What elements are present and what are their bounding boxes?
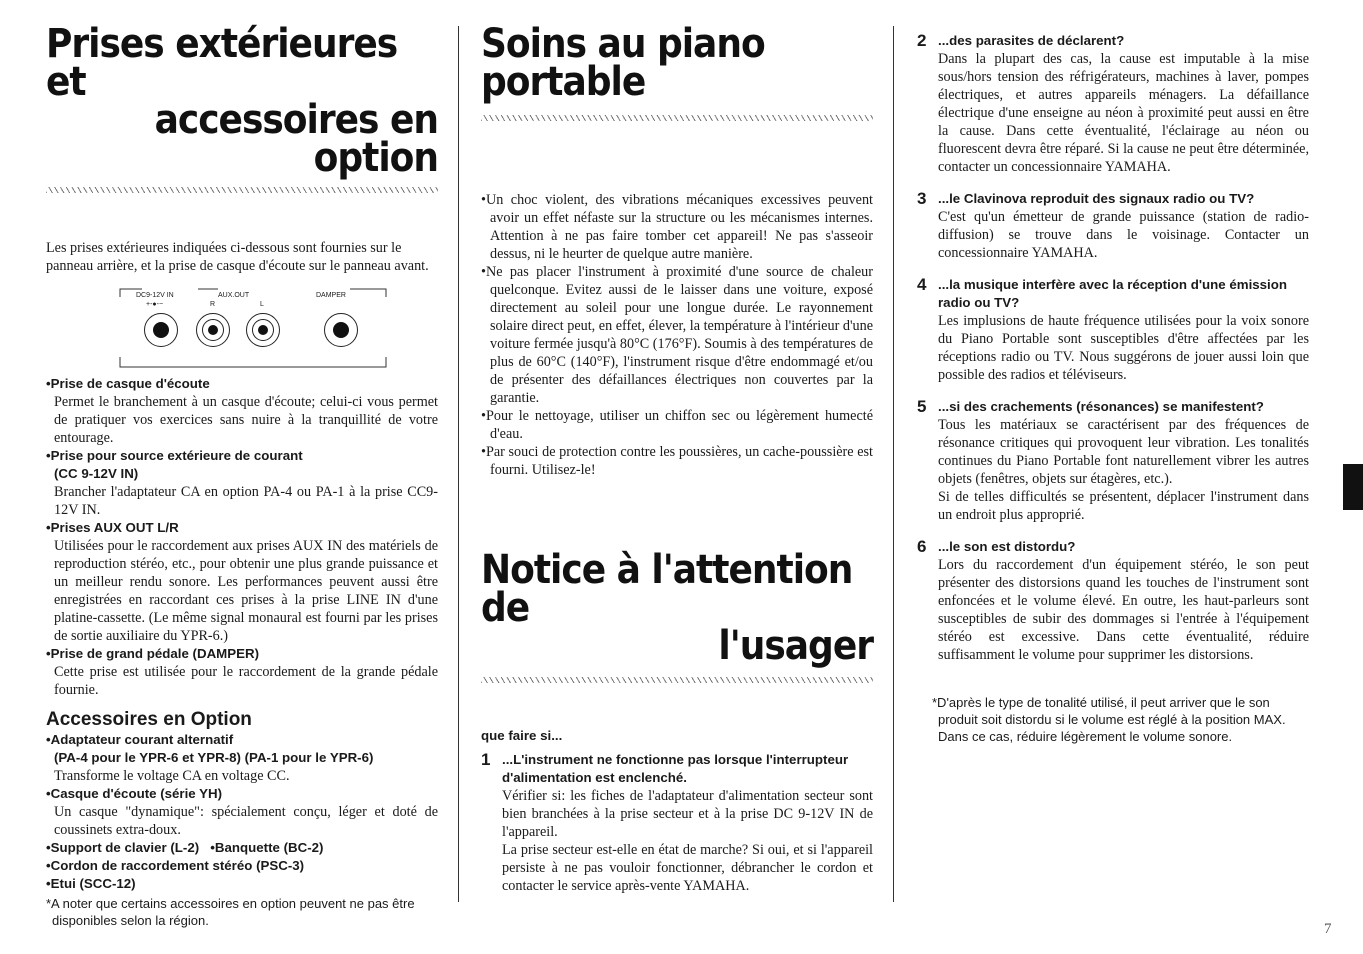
label-l: L xyxy=(260,301,264,308)
care-bullets xyxy=(481,191,873,479)
question-3-answer: C'est qu'un émetteur de grande puissance (station de radio-diffusion) se trouve dans le voisinage. Contacter un concessionnaire YAMAHA. xyxy=(938,209,1309,261)
notice-title-line-1: Notice à l'attention de xyxy=(481,547,853,631)
question-2 xyxy=(917,32,1309,176)
item-text: Permet le branchement à un casque d'écoute; celui-ci vous permet de pratiquer vos exercices sans nuire à la tranquillité de votre entourage. xyxy=(54,394,438,446)
question-4-answer: Les implusions de haute fréquence utilisées pour la voix sonore du Piano Portable sont susceptibles d'être affectées par les réceptions radio ou TV. Nous suggérons de jouer aussi loin que possible des radios et téléviseurs. xyxy=(938,313,1309,383)
jack-item-damper xyxy=(46,645,438,699)
question-2-answer: Dans la plupart des cas, la cause est imputable à la mise sous/hors tension des réfrigérateurs, machines à laver, pompes électriques, et autres appareils ménagers. La défaillance électrique d'une enseigne au néon à proximité peut aussi en être la cause. Dans cette éventualité, l'éclairage au néon ou fluorescent devra être réparé. Si la cause ne peut être déterminée, contacter un concessionnaire YAMAHA. xyxy=(938,51,1309,175)
question-5-answer-1: Tous les matériaux se caractérisent par des fréquences de résonance critiques qui provoquent leur vibration. Les tonalités continues du Piano Portable font naturellement vibrer les autres objets (fenêtres, objets sur étagères, etc.). xyxy=(938,417,1309,487)
question-5-heading xyxy=(917,398,1309,416)
item-heading: •Prise de grand pédale (DAMPER) xyxy=(46,646,260,661)
item-heading: •Prise de casque d'écoute xyxy=(46,376,210,391)
que-faire-heading: que faire si... xyxy=(481,728,563,743)
item-text: Utilisées pour le raccordement aux prises AUX IN des matériels de reproduction stéréo, etc., pour obtenir une plus grande puissance et un meilleur rendu sonore. Les performances peuvent aussi être enregistrées en raccordant ces prises à la prise LINE IN d'une platine-cassette. (Le même signal monaural est fourni par les prises de sortie auxiliaire du YPR-6.) xyxy=(54,538,438,644)
acc-etui: •Etui (SCC-12) xyxy=(46,876,136,891)
accessories-title: Accessoires en Option xyxy=(46,709,252,730)
title-line-1: Prises extérieures et xyxy=(46,21,398,105)
question-6-heading xyxy=(917,538,1309,556)
aux-out-r-jack xyxy=(196,313,230,347)
question-1-answer-1: Vérifier si: les fiches de l'adaptateur d'alimentation secteur sont bien branchées à la prise secteur et à la prise DC 9-12V IN de l'appareil. xyxy=(502,788,873,840)
jack-panel-diagram xyxy=(118,287,388,369)
question-number: 3 xyxy=(917,189,927,208)
label-r: R xyxy=(210,301,216,308)
section-thumb-tab xyxy=(1343,464,1363,510)
distortion-footnote: *D'après le type de tonalité utilisé, il peut arriver que le son produit soit distordu si le volume est réglé à la position MAX. Dans ce cas, réduire légèrement le volume sonore. xyxy=(932,695,1286,744)
column-left xyxy=(46,0,438,929)
question-text: ...le son est distordu? xyxy=(938,539,1076,554)
label-polarity: +-●-− xyxy=(146,301,164,308)
question-number: 6 xyxy=(917,537,927,556)
page-number: 7 xyxy=(1324,921,1332,937)
title-hatch-rule xyxy=(46,187,438,193)
section-title-notice xyxy=(481,547,873,669)
dc-in-jack xyxy=(144,313,178,347)
care-bullet: •Ne pas placer l'instrument à proximité d'une source de chaleur quelconque. Evitez aussi de le laisser dans une voiture, exposé directement au soleil pour une longue durée. Le rayonnement solaire direct peut, en effet, élever, la température à l'intérieur d'une voiture fermée jusqu'à 80°C (176°F). Soumis à des températures de plus de 60°C (140°F), l'instrument risque d'être endommagé et/ou de présenter des défaillances électriques non couvertes par la garantie. xyxy=(481,264,873,406)
jack-item-aux xyxy=(46,519,438,645)
question-1-heading xyxy=(481,751,873,787)
question-3-heading xyxy=(917,190,1309,208)
question-number: 4 xyxy=(917,275,927,294)
jack-list xyxy=(46,375,438,699)
question-3 xyxy=(917,190,1309,262)
question-number: 2 xyxy=(917,31,927,50)
jack-item-casque xyxy=(46,375,438,447)
care-bullet: •Un choc violent, des vibrations mécaniques excessives peuvent avoir un effet néfaste sur la structure ou les mécanismes internes. Attention à ne pas faire tomber cet appareil! Ne pas s'asseoir dessus, ni le heurter de quelque autre manière. xyxy=(481,192,873,262)
question-4-heading xyxy=(917,276,1309,312)
acc-casque-text: Un casque "dynamique": spécialement conçu, léger et doté de coussinets extra-doux. xyxy=(54,804,438,838)
label-dc-in: DC9-12V IN xyxy=(136,292,174,299)
accessories-section xyxy=(46,709,438,929)
item-heading: •Prise pour source extérieure de courant xyxy=(46,448,303,463)
aux-out-l-jack xyxy=(246,313,280,347)
label-damper: DAMPER xyxy=(316,292,346,299)
title-line-2: accessoires en option xyxy=(154,97,438,181)
question-4 xyxy=(917,276,1309,384)
jack-item-power xyxy=(46,447,438,519)
care-bullet: •Par souci de protection contre les poussières, un cache-poussière est fourni. Utilisez-le! xyxy=(481,444,873,478)
column-divider-1 xyxy=(458,26,459,902)
section-title-soins: Soins au piano portable xyxy=(481,21,765,105)
acc-support-banquette: •Support de clavier (L-2) •Banquette (BC-2) xyxy=(46,840,324,855)
item-heading-2: (CC 9-12V IN) xyxy=(54,466,139,481)
section-title-prises xyxy=(46,21,438,181)
item-text: Cette prise est utilisée pour le raccordement de la grande pédale fournie. xyxy=(54,664,438,698)
acc-adapter-heading-2: (PA-4 pour le YPR-6 et YPR-8) (PA-1 pour le YPR-6) xyxy=(54,750,374,765)
column-right xyxy=(917,0,1309,745)
question-1-answer-2: La prise secteur est-elle en état de marche? Si oui, et si l'appareil persiste à ne pas vouloir fonctionner, débrancher le cordon et contacter le service après-vente YAMAHA. xyxy=(502,842,873,894)
question-number: 1 xyxy=(481,750,491,769)
acc-adapter-heading: •Adaptateur courant alternatif xyxy=(46,732,234,747)
question-5 xyxy=(917,398,1309,524)
damper-jack xyxy=(324,313,358,347)
column-middle xyxy=(481,0,873,895)
item-text: Brancher l'adaptateur CA en option PA-4 ou PA-1 à la prise CC9-12V IN. xyxy=(54,484,438,518)
question-text: ...si des crachements (résonances) se manifestent? xyxy=(938,399,1264,414)
column-divider-2 xyxy=(893,26,894,902)
notice-title-line-2: l'usager xyxy=(718,623,873,669)
acc-cordon: •Cordon de raccordement stéréo (PSC-3) xyxy=(46,858,305,873)
question-text: ...L'instrument ne fonctionne pas lorsque l'interrupteur d'alimentation est enclenché. xyxy=(502,752,849,785)
title-hatch-rule xyxy=(481,115,873,121)
acc-casque-heading: •Casque d'écoute (série YH) xyxy=(46,786,223,801)
care-bullet: •Pour le nettoyage, utiliser un chiffon sec ou légèrement humecté d'eau. xyxy=(481,408,873,442)
question-6-answer: Lors du raccordement d'un équipement stéréo, le son peut présenter des distorsions quand les touches de l'instrument sont enfoncées et le volume élevé. En outre, les haut-parleurs sont susceptibles de subir des dommages si l'entrée à l'équipement stéréo est excessive. Dans cette éventualité, réduire suffisamment le volume pour supprimer les distorsions. xyxy=(938,557,1309,663)
question-2-heading xyxy=(917,32,1309,50)
question-6 xyxy=(917,538,1309,664)
intro-paragraph: Les prises extérieures indiquées ci-dessous sont fournies sur le panneau arrière, et la prise de casque d'écoute sur le panneau avant. xyxy=(46,240,429,274)
question-text: ...le Clavinova reproduit des signaux radio ou TV? xyxy=(938,191,1255,206)
acc-adapter-text: Transforme le voltage CA en voltage CC. xyxy=(54,768,290,784)
question-5-answer-2: Si de telles difficultés se présentent, déplacer l'instrument dans un endroit plus approprié. xyxy=(938,489,1309,523)
item-heading: •Prises AUX OUT L/R xyxy=(46,520,179,535)
question-text: ...la musique interfère avec la réception d'une émission radio ou TV? xyxy=(938,277,1287,310)
question-number: 5 xyxy=(917,397,927,416)
label-aux-out: AUX.OUT xyxy=(218,292,250,299)
question-text: ...des parasites de déclarent? xyxy=(938,33,1125,48)
title-hatch-rule xyxy=(481,677,873,683)
acc-footnote: *A noter que certains accessoires en option peuvent ne pas être disponibles selon la région. xyxy=(46,896,415,928)
